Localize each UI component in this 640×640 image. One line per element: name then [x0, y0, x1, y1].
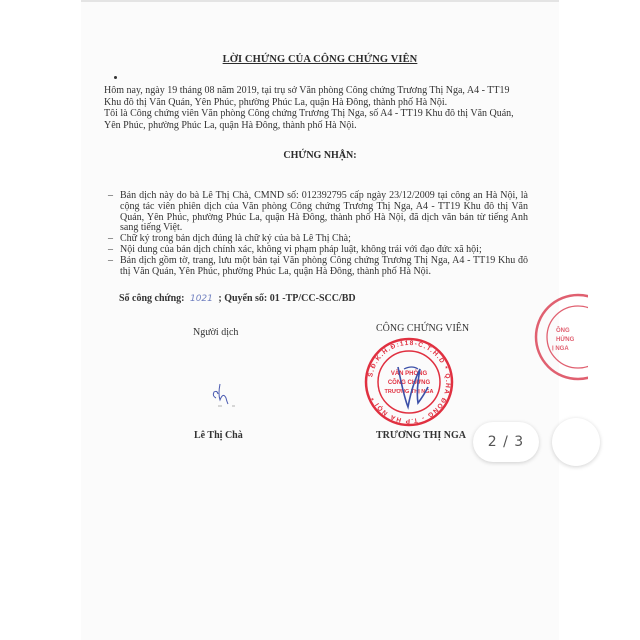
svg-text:HỨNG: HỨNG	[556, 337, 575, 343]
certify-heading: CHỨNG NHẬN:	[283, 150, 357, 161]
translator-signature-icon	[206, 380, 246, 410]
notary-paragraph: Tôi là Công chứng viên Văn phòng Công chứng Trương Thị Nga, số A4 - TT19 Khu đô thị Văn Quán, Yên Phúc, phường Phúc La, quận Hà Đông, thành phố Hà Nội.	[104, 108, 514, 131]
svg-text:S.Đ.K.H.Đ:118-C.T.H.D * Q.HÀ Đ: S.Đ.K.H.Đ:118-C.T.H.D * Q.HÀ ĐÔNG - T.P HÀ NỘI *	[367, 339, 452, 425]
svg-text:Ị NGA: Ị NGA	[552, 346, 569, 352]
translator-name: Lê Thị Chà	[194, 430, 243, 441]
list-item: – Bản dịch này do bà Lê Thị Chà, CMND số: 012392795 cấp ngày 23/12/2009 tại công an Hà Nội, là cộng tác viên phiên dịch của Văn phòng Công chứng Trương Thị Nga, A4 - TT19 Khu đô thị Văn Quán, Yên Phúc, phường Phúc La, quận Hà Đông, thành phố Hà Nội, đã dịch văn bản từ tiếng Anh sang tiếng Việt.	[108, 191, 528, 234]
registry-line	[119, 293, 356, 304]
registry-number-value: 1021	[189, 294, 213, 304]
next-page-button[interactable]	[552, 418, 600, 466]
list-item: – Bản dịch gồm tờ, trang, lưu một bản tại Văn phòng Công chứng Trương Thị Nga, A4 - TT19 Khu đô thị Văn Quán, Yên Phúc, phường Phúc La, quận Hà Đông, thành phố Hà Nội.	[108, 256, 528, 278]
svg-text:CÔNG CHỨNG: CÔNG CHỨNG	[387, 380, 431, 386]
overlapping-page-stamp-icon	[528, 287, 588, 382]
intro-paragraph: Hôm nay, ngày 19 tháng 08 năm 2019, tại trụ sở Văn phòng Công chứng Trương Thị Nga, A4 - TT19 Khu đô thị Văn Quán, Yên Phúc, phường Phúc La, quận Hà Đông, thành phố Hà Nội.	[104, 85, 510, 108]
notary-name: TRƯƠNG THỊ NGA	[376, 430, 467, 441]
document-page	[81, 0, 575, 640]
page-indicator: 2 / 3	[473, 422, 539, 462]
bullet-dot	[114, 76, 117, 79]
notary-label: CÔNG CHỨNG VIÊN	[376, 323, 470, 334]
registry-book-label: ; Quyển số:	[218, 293, 268, 304]
notary-stamp-icon	[364, 337, 454, 427]
translator-label: Người dịch	[193, 327, 239, 338]
svg-text:VĂN PHÒNG: VĂN PHÒNG	[390, 371, 428, 377]
registry-number-label: Số công chứng:	[119, 293, 185, 304]
list-item: – Chữ ký trong bản dịch đúng là chữ ký của bà Lê Thị Chà;	[108, 234, 528, 245]
certification-list	[108, 191, 528, 277]
svg-text:ÔNG: ÔNG	[556, 328, 570, 334]
list-item: – Nội dung của bản dịch chính xác, không vi phạm pháp luật, không trái với đạo đức xã hội;	[108, 245, 528, 256]
registry-book-value: 01 -TP/CC-SCC/BD	[269, 293, 356, 304]
document-title: LỜI CHỨNG CỦA CÔNG CHỨNG VIÊN	[222, 54, 418, 65]
svg-text:TRƯƠNG THỊ NGA: TRƯƠNG THỊ NGA	[384, 389, 434, 395]
